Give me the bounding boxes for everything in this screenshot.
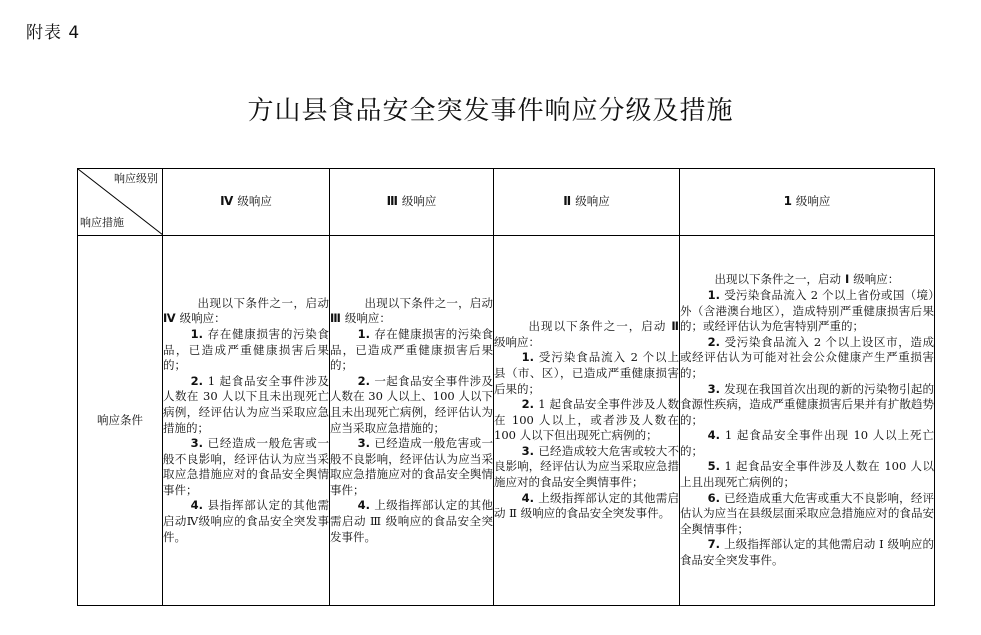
- condition-item: [494, 444, 679, 491]
- level-label: 级响应: [237, 194, 272, 209]
- condition-cell: [330, 236, 494, 606]
- item-number: 3.: [190, 436, 208, 451]
- level-numeral: Ⅲ: [386, 194, 398, 209]
- header-row: [78, 169, 935, 236]
- item-number: 4.: [357, 498, 375, 513]
- item-text: 受污染食品流入 2 个以上省份或国（境）外（含港澳台地区），造成特别严重健康损害后果的；或经评估认为危害特别严重的；: [680, 287, 934, 334]
- item-number: 2.: [357, 373, 375, 388]
- condition-item: [680, 428, 934, 459]
- item-text: 存在健康损害的污染食品，已造成严重健康损害后果的；: [330, 326, 494, 373]
- condition-item: [680, 382, 934, 429]
- item-number: 2.: [707, 334, 725, 349]
- intro-suffix: 级响应：: [179, 311, 226, 326]
- page-title: 方山县食品安全突发事件响应分级及措施: [247, 96, 734, 126]
- item-number: 1.: [521, 350, 539, 365]
- item-number: 4.: [190, 498, 208, 513]
- condition-item: [163, 374, 329, 436]
- condition-intro: [163, 296, 329, 327]
- level-numeral: Ⅳ: [220, 194, 234, 209]
- item-text: 已经造成一般危害或一般不良影响，经评估认为应当采取应急措施应对的食品安全舆情事件；: [330, 436, 494, 497]
- intro-suffix: 级响应：: [344, 311, 391, 326]
- response-table: [77, 168, 935, 606]
- intro-level: Ⅱ: [666, 319, 679, 334]
- corner-top-label: 响应级别: [114, 172, 158, 185]
- intro-level: Ⅳ: [163, 311, 180, 326]
- level-label: 级响应: [575, 194, 610, 209]
- condition-cell: [163, 236, 330, 606]
- item-text: 1 起食品安全事件涉及人数在 100 人以上且出现死亡病例的；: [680, 459, 935, 490]
- item-text: 1 起食品安全事件出现 10 人以上死亡的；: [680, 428, 934, 458]
- condition-item: [163, 436, 329, 498]
- condition-cell: [494, 236, 680, 606]
- condition-item: [330, 327, 493, 374]
- corner-cell: [78, 169, 163, 236]
- intro-text: 出现以下条件之一，启动: [197, 295, 329, 310]
- item-number: 3.: [707, 381, 725, 396]
- appendix-label: 附表 4: [26, 23, 81, 43]
- intro-text: 出现以下条件之一，启动: [364, 295, 493, 310]
- condition-intro: [680, 272, 934, 288]
- condition-item: [163, 327, 329, 374]
- intro-text: 出现以下条件之一，启动: [714, 272, 841, 287]
- item-text: 上级指挥部认定的其他需启动 Ⅲ 级响应的食品安全突发事件。: [330, 498, 494, 544]
- item-number: 7.: [707, 537, 725, 552]
- level-label: 级响应: [795, 194, 831, 209]
- item-text: 已经造成重大危害或重大不良影响，经评估认为应当在县级层面采取应急措施应对的食品安全舆情事件；: [680, 490, 935, 536]
- intro-suffix: 级响应：: [853, 272, 900, 287]
- condition-item: [680, 537, 934, 568]
- item-number: 3.: [521, 443, 539, 458]
- item-text: 发现在我国首次出现的新的污染物引起的食源性疾病，造成严重健康损害后果并有扩散趋势的；: [680, 381, 935, 427]
- condition-item: [680, 335, 934, 382]
- level-header: [494, 169, 680, 236]
- condition-item: [494, 397, 679, 444]
- item-number: 1.: [357, 326, 375, 341]
- item-number: 5.: [707, 459, 725, 474]
- condition-item: [163, 498, 329, 545]
- condition-item: [330, 498, 493, 545]
- item-text: 受污染食品流入 2 个以上县（市、区），已造成严重健康损害后果的；: [494, 350, 679, 396]
- intro-level: Ⅰ: [841, 272, 854, 287]
- item-number: 1.: [707, 287, 725, 302]
- item-number: 2.: [521, 397, 539, 412]
- item-text: 上级指挥部认定的其他需启动 Ⅱ 级响应的食品安全突发事件。: [494, 490, 680, 521]
- item-text: 1 起食品安全事件涉及人数在 30 人以下且未出现死亡病例，经评估认为应当采取应急措施的；: [163, 373, 329, 435]
- level-numeral: Ⅱ: [563, 194, 572, 209]
- condition-intro: [330, 296, 493, 327]
- level-numeral: 1: [783, 194, 792, 209]
- level-header: [680, 169, 935, 236]
- condition-item: [680, 459, 934, 490]
- item-text: 已经造成一般危害或一般不良影响，经评估认为应当采取应急措施应对的食品安全舆情事件；: [163, 436, 329, 497]
- intro-level: Ⅲ: [330, 311, 345, 326]
- condition-item: [680, 288, 934, 335]
- item-text: 存在健康损害的污染食品，已造成严重健康损害后果的；: [163, 326, 329, 373]
- row-label: 响应条件: [78, 236, 163, 606]
- condition-item: [494, 491, 679, 522]
- item-number: 4.: [707, 428, 725, 443]
- intro-text: 出现以下条件之一，启动: [528, 319, 667, 334]
- item-number: 3.: [357, 436, 375, 451]
- level-header: [163, 169, 330, 236]
- item-number: 4.: [521, 490, 539, 505]
- item-text: 县指挥部认定的其他需启动Ⅳ级响应的食品安全突发事件。: [163, 498, 329, 544]
- item-text: 一起食品安全事件涉及人数在 30 人以上、100 人以下且未出现死亡病例，经评估认为应当采取应急措施的；: [330, 373, 494, 435]
- intro-suffix: 级响应：: [494, 334, 540, 349]
- item-text: 已经造成较大危害或较大不良影响，经评估认为应当采取应急措施应对的食品安全舆情事件；: [494, 443, 680, 490]
- item-text: 上级指挥部认定的其他需启动 Ⅰ 级响应的食品安全突发事件。: [680, 537, 934, 568]
- condition-item: [680, 491, 934, 538]
- item-number: 2.: [190, 373, 208, 388]
- condition-intro: [494, 319, 679, 350]
- item-number: 1.: [190, 326, 208, 341]
- level-label: 级响应: [401, 194, 437, 209]
- item-text: 受污染食品流入 2 个以上设区市，造成或经评估认为可能对社会公众健康产生严重损害的；: [680, 334, 934, 380]
- item-number: 6.: [707, 490, 725, 505]
- condition-item: [494, 350, 679, 397]
- level-header: [330, 169, 494, 236]
- condition-cell: [680, 236, 935, 606]
- condition-item: [330, 374, 493, 436]
- condition-item: [330, 436, 493, 498]
- item-text: 1 起食品安全事件涉及人数在 100 人以上，或者涉及人数在 100 人以下但出现死亡病例的；: [494, 397, 679, 443]
- corner-bottom-label: 响应措施: [80, 216, 124, 230]
- condition-row: [78, 236, 935, 606]
